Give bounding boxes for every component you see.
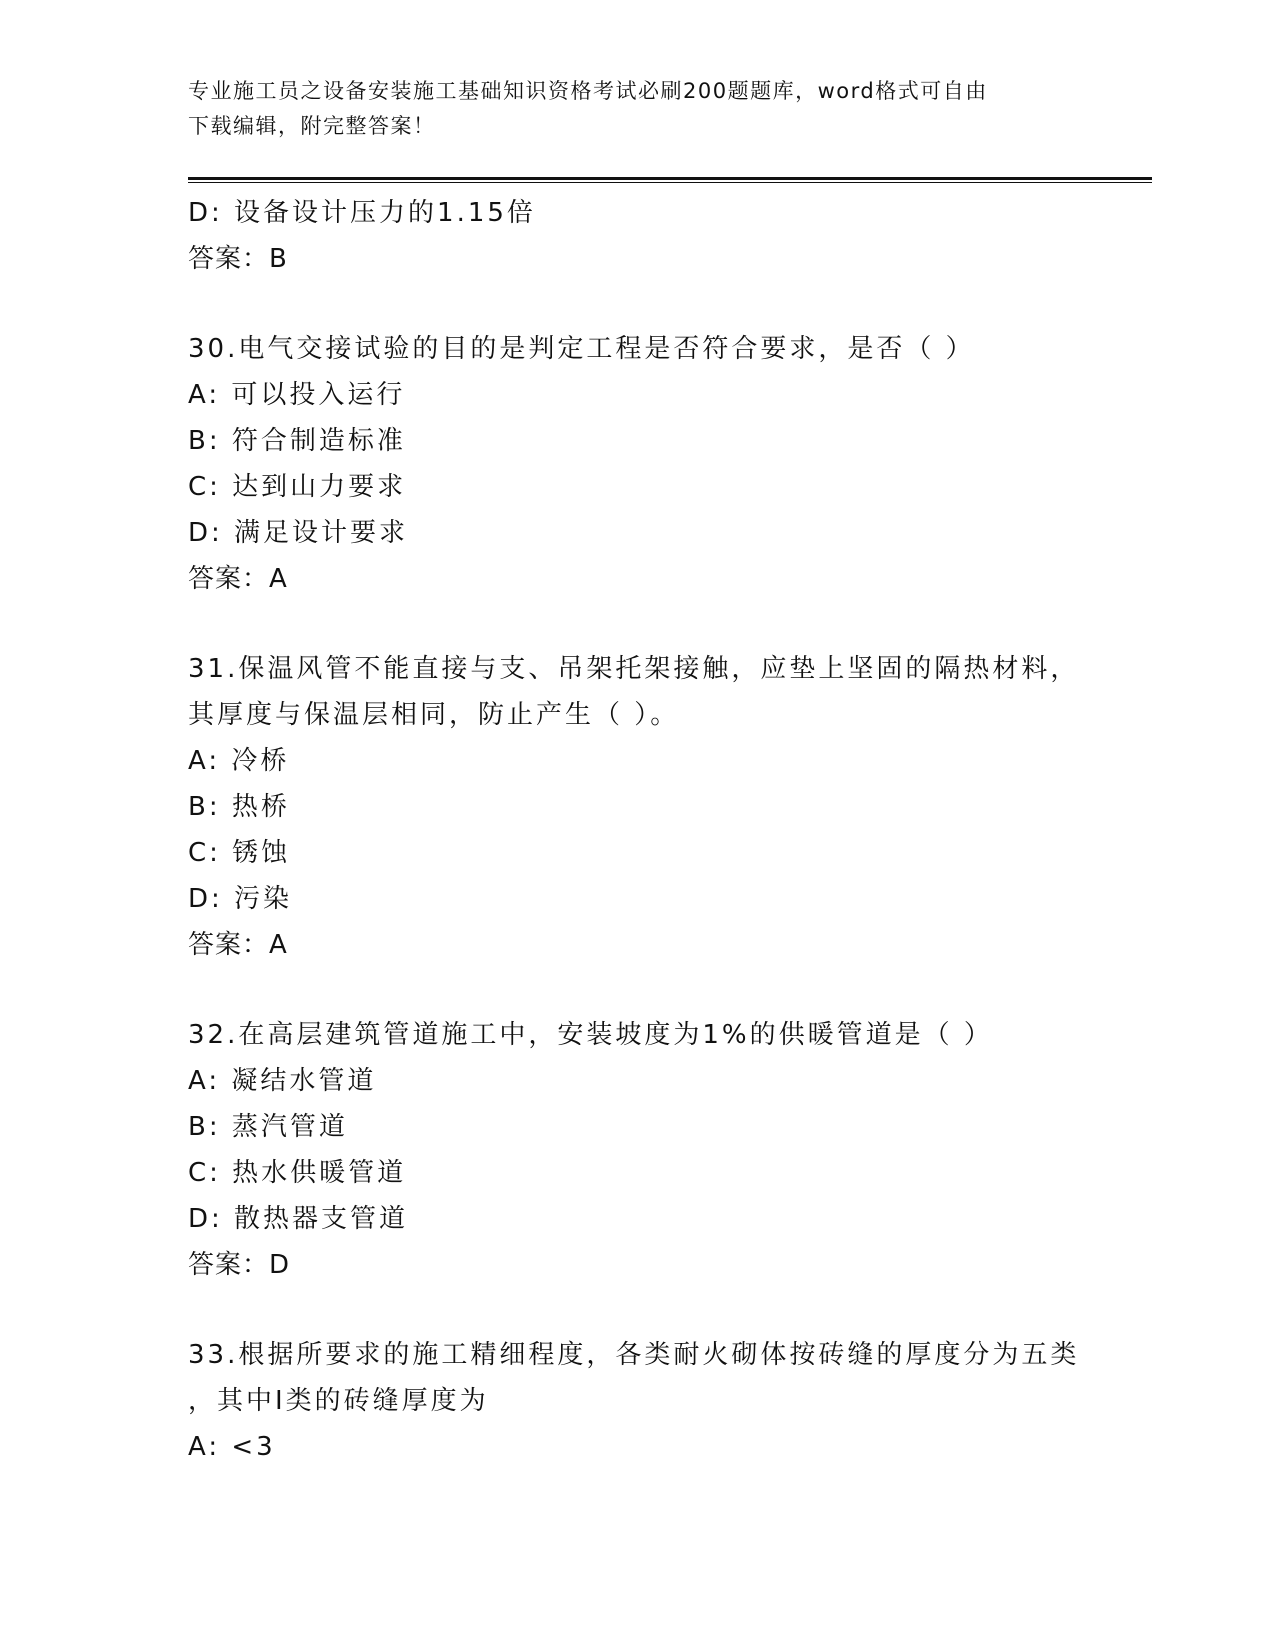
option-c: C: 锈蚀: [188, 838, 291, 868]
question-33: [188, 1332, 1088, 1470]
header-divider-thick: [188, 177, 1152, 180]
answer: 答案：D: [188, 1250, 291, 1280]
option-b: B: 符合制造标准: [188, 426, 406, 456]
option-a: A: <3: [188, 1432, 276, 1462]
question-stem: 31.保温风管不能直接与支、吊架托架接触，应垫上坚固的隔热材料，: [188, 654, 1080, 684]
option-b: B: 热桥: [188, 792, 290, 822]
document-header: [188, 74, 1088, 144]
option-d: D: 满足设计要求: [188, 518, 409, 548]
answer-continued: 答案：B: [188, 244, 288, 274]
option-c: C: 达到山力要求: [188, 472, 407, 502]
option-b: B: 蒸汽管道: [188, 1112, 348, 1142]
option-d-continued: D: 设备设计压力的1.15倍: [188, 198, 536, 228]
question-stem-continued: ，其中I类的砖缝厚度为: [188, 1386, 489, 1416]
question-32: [188, 1012, 1088, 1288]
option-a: A: 冷桥: [188, 746, 290, 776]
answer: 答案：A: [188, 564, 288, 594]
option-a: A: 可以投入运行: [188, 380, 406, 410]
question-stem: 30.电气交接试验的目的是判定工程是否符合要求，是否（ ）: [188, 334, 975, 364]
header-line-2: 下载编辑，附完整答案！: [188, 114, 436, 138]
question-30: [188, 326, 1088, 602]
header-divider-thin: [188, 182, 1152, 183]
question-stem: 33.根据所要求的施工精细程度，各类耐火砌体按砖缝的厚度分为五类: [188, 1340, 1080, 1370]
option-a: A: 凝结水管道: [188, 1066, 377, 1096]
question-stem-continued: 其厚度与保温层相同，防止产生（ ）。: [188, 700, 680, 730]
option-d: D: 散热器支管道: [188, 1204, 409, 1234]
header-line-1: 专业施工员之设备安装施工基础知识资格考试必刷200题题库，word格式可自由: [188, 79, 988, 103]
question-stem: 32.在高层建筑管道施工中，安装坡度为1%的供暖管道是（ ）: [188, 1020, 993, 1050]
option-c: C: 热水供暖管道: [188, 1158, 407, 1188]
question-31: [188, 646, 1088, 968]
document-body: [188, 190, 1088, 1470]
answer: 答案：A: [188, 930, 288, 960]
option-d: D: 污染: [188, 884, 293, 914]
